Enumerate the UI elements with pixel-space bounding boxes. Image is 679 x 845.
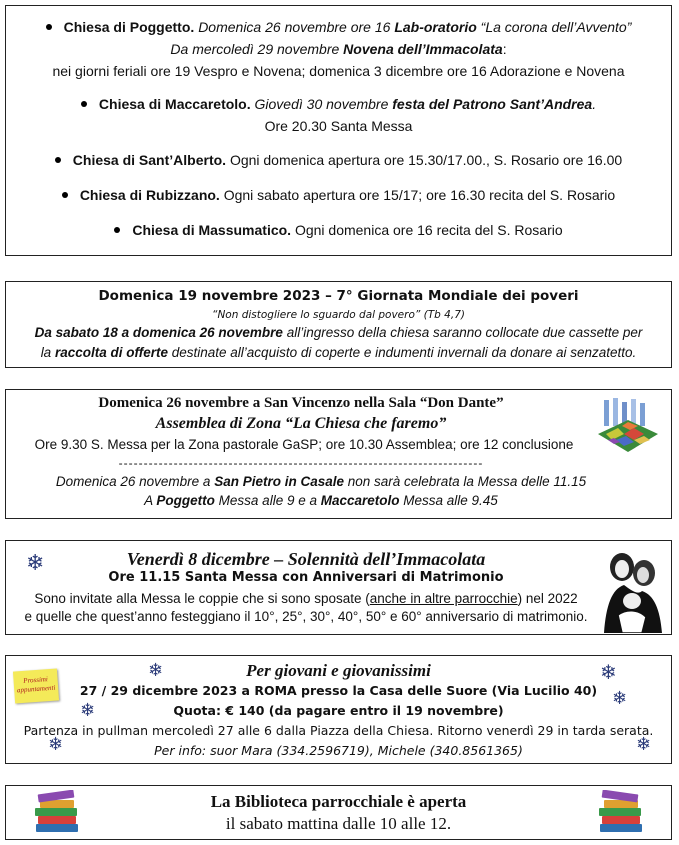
poggetto-novena: Novena dell’Immacolata (343, 41, 503, 57)
assembly-schedule: Ore 9.30 S. Messa per la Zona pastorale GaSP; ore 10.30 Assemblea; ore 12 conclusione (34, 437, 574, 452)
bullet-icon (62, 192, 68, 198)
poor-day-dates: Da sabato 18 a domenica 26 novembre (34, 325, 283, 340)
poor-day-line1 (6, 325, 671, 340)
bullet-icon (46, 24, 52, 30)
immacolata-line2: e quelle che quest’anno festeggiano il 10°, 25°, 30°, 40°, 50° e 60° anniversario di matrimonio. (24, 609, 588, 624)
bullet-icon (81, 101, 87, 107)
youth-trip-line: 27 / 29 dicembre 2023 a ROMA presso la Casa delle Suore (Via Lucilio 40) (79, 683, 598, 698)
poggetto-novena-line (6, 41, 671, 57)
rubizzano-text: Ogni sabato apertura ore 15/17; ore 16.30 recita del S. Rosario (223, 187, 616, 203)
maccaretolo-date: Giovedì 30 novembre (254, 96, 389, 112)
assembly-line5-start: A (144, 493, 157, 508)
rubizzano-item (6, 187, 671, 203)
poor-day-line1-text: all’ingresso della chiesa saranno collocate due cassette per (282, 325, 643, 340)
immacolata-title: Venerdì 8 dicembre – Solennità dell’Immacolata (126, 549, 486, 569)
youth-departure-line: Partenza in pullman mercoledì 27 alle 6 dalla Piazza della Chiesa. Ritorno venerdì 29 in tarda serata. (23, 723, 654, 738)
assembly-line5 (6, 493, 636, 508)
assembly-line4 (6, 474, 636, 489)
poggetto-church-name: Chiesa di Poggetto. (63, 19, 195, 35)
assembly-line4-start: Domenica 26 novembre a (55, 474, 215, 489)
immacolata-line1-start: Sono invitate alla Messa le coppie che si sono sposate ( (34, 591, 370, 606)
assembly-maccaretolo: Maccaretolo (320, 493, 400, 508)
assembly-subtitle: Assemblea di Zona “La Chiesa che faremo” (155, 415, 447, 432)
maccaretolo-dot: . (592, 96, 597, 112)
immacolata-subtitle: Ore 11.15 Santa Messa con Anniversari di Matrimonio (108, 570, 504, 585)
santalberto-item (6, 152, 671, 168)
zone-assembly-box (5, 389, 672, 519)
youth-info-line: Per info: suor Mara (334.2596719), Michele (340.8561365) (154, 743, 523, 758)
poggetto-details: nei giorni feriali ore 19 Vespro e Novena; domenica 3 dicembre ore 16 Adorazione e Novena (52, 63, 625, 79)
church-schedule-box (5, 5, 672, 256)
bullet-icon (114, 227, 120, 233)
massumatico-text: Ogni domenica ore 16 recita del S. Rosario (294, 222, 563, 238)
massumatico-church-name: Chiesa di Massumatico. (132, 222, 292, 238)
maccaretolo-church-name: Chiesa di Maccaretolo. (98, 96, 251, 112)
poor-day-quote: “Non distogliere lo sguardo dal povero” (Tb 4,7) (212, 309, 465, 321)
snowflake-icon: ❄ (636, 734, 652, 755)
poor-day-offerings: raccolta di offerte (54, 345, 168, 360)
poggetto-lab: Lab-oratorio (394, 19, 477, 35)
bullet-icon (55, 157, 61, 163)
assembly-line4-text: non sarà celebrata la Messa delle 11.15 (344, 474, 587, 489)
poor-day-line2-text: destinate all’acquisto di coperte e indumenti invernali da donare ai senzatetto. (168, 345, 637, 360)
poggetto-novena-colon: : (502, 41, 507, 57)
snowflake-icon: ❄ (80, 700, 96, 721)
snowflake-icon: ❄ (600, 660, 617, 684)
youth-box (5, 655, 672, 764)
snowflake-icon: ❄ (148, 660, 164, 681)
snowflake-icon: ❄ (26, 551, 45, 576)
assembly-line5-mid: Messa alle 9 e a (214, 493, 321, 508)
assembly-title: Domenica 26 novembre a San Vincenzo nella Sala “Don Dante” (98, 395, 504, 411)
santalberto-church-name: Chiesa di Sant’Alberto. (72, 152, 227, 168)
youth-title: Per giovani e giovanissimi (246, 661, 431, 680)
assembly-line5-text: Messa alle 9.45 (399, 493, 498, 508)
immacolata-other-parishes: anche in altre parrocchie (369, 591, 518, 606)
snowflake-icon: ❄ (48, 734, 64, 755)
assembly-logo-icon (594, 396, 662, 460)
library-box (5, 785, 672, 840)
poggetto-date: Domenica 26 novembre ore 16 (198, 19, 391, 35)
rubizzano-church-name: Chiesa di Rubizzano. (79, 187, 220, 203)
library-title: La Biblioteca parrocchiale è aperta (210, 792, 467, 811)
poor-day-line2 (6, 345, 671, 360)
assembly-poggetto: Poggetto (156, 493, 215, 508)
poor-day-line2-start: la (40, 345, 55, 360)
maccaretolo-mass: Ore 20.30 Santa Messa (264, 118, 413, 134)
sticky-note-text: Prossimi appuntamenti (16, 675, 56, 695)
immacolata-line1-end: ) nel 2022 (517, 591, 578, 606)
library-hours: il sabato mattina dalle 10 alle 12. (225, 814, 452, 833)
assembly-divider: ------------------------------------------------------------------------- (118, 456, 484, 470)
immacolata-line1 (6, 591, 606, 606)
poggetto-item (6, 19, 671, 35)
holy-family-image (598, 545, 666, 633)
massumatico-item (6, 222, 671, 238)
poggetto-novena-date: Da mercoledì 29 novembre (170, 41, 340, 57)
santalberto-text: Ogni domenica apertura ore 15.30/17.00., S. Rosario ore 16.00 (229, 152, 623, 168)
assembly-spic: San Pietro in Casale (214, 474, 344, 489)
maccaretolo-item (6, 96, 671, 112)
poggetto-lab-title: “La corona dell’Avvento” (480, 19, 632, 35)
snowflake-icon: ❄ (612, 688, 628, 709)
poor-day-box (5, 281, 672, 368)
maccaretolo-feast: festa del Patrono Sant’Andrea (392, 96, 593, 112)
poor-day-title: Domenica 19 novembre 2023 – 7° Giornata Mondiale dei poveri (98, 288, 579, 304)
youth-fee-line: Quota: € 140 (da pagare entro il 19 novembre) (173, 703, 504, 718)
immacolata-box (5, 540, 672, 635)
